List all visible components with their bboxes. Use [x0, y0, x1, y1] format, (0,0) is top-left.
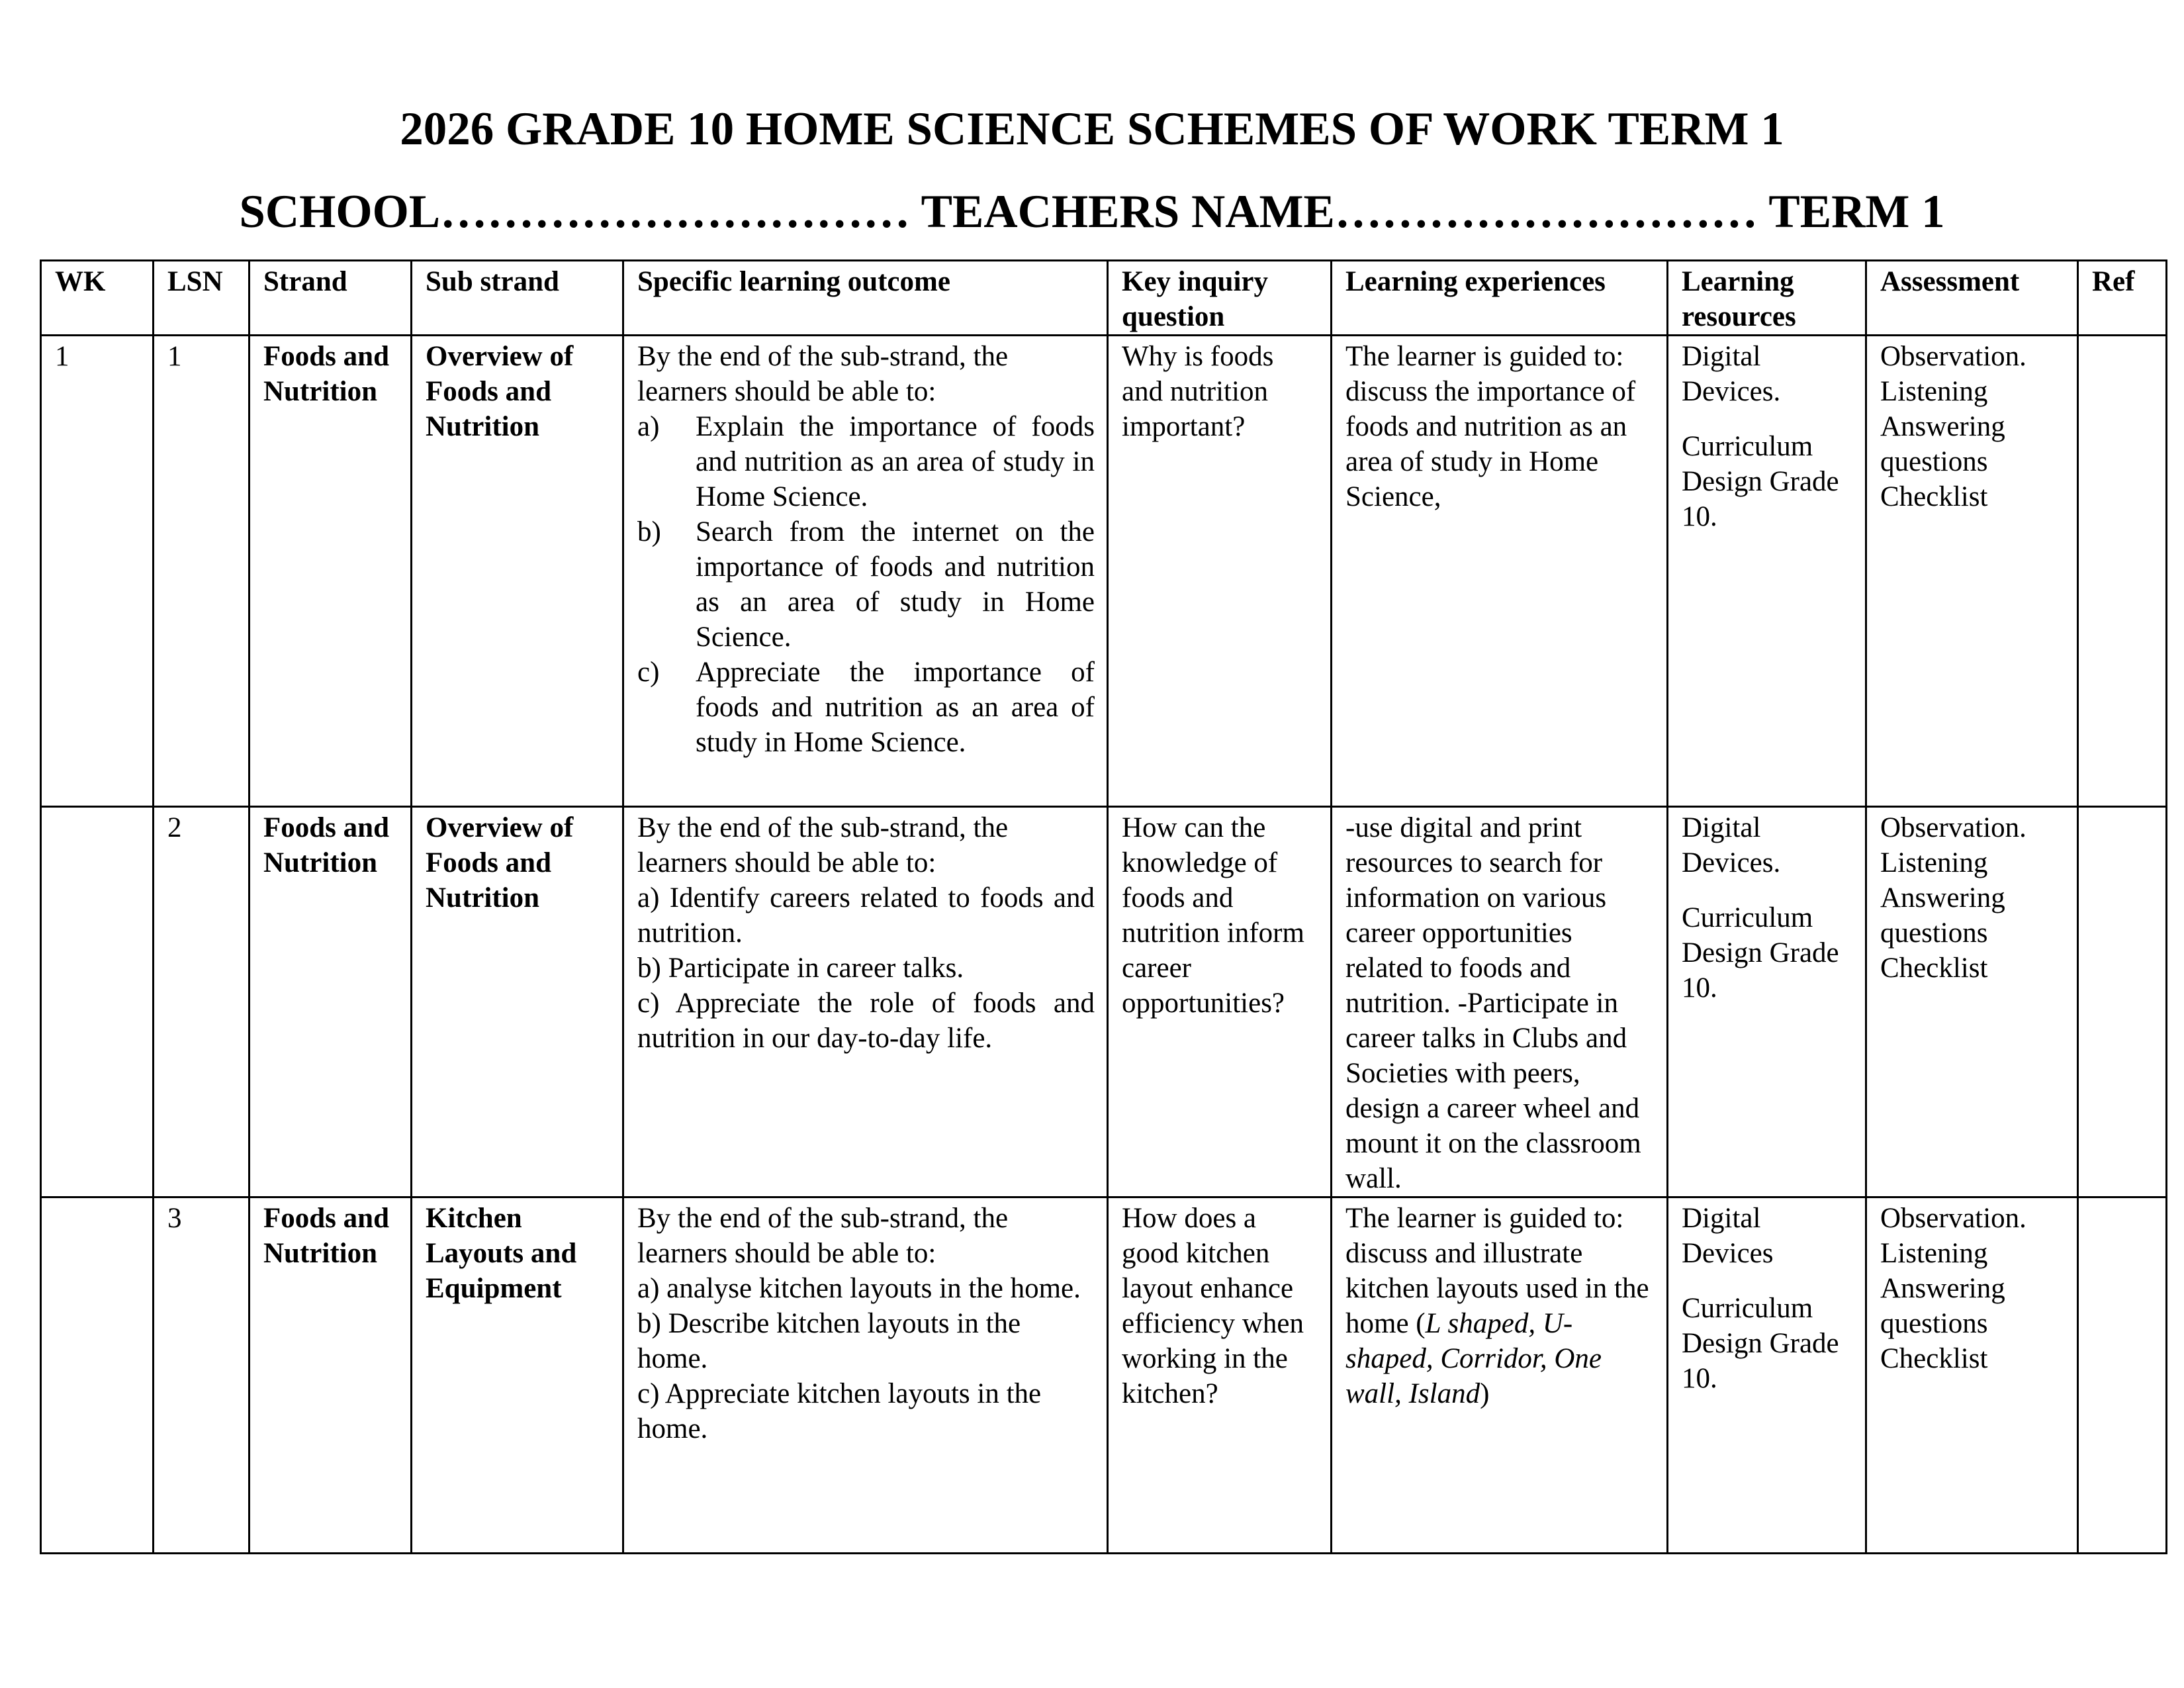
cell-ref — [2078, 807, 2167, 1197]
list-item: b) Participate in career talks. — [637, 953, 964, 984]
cell-strand: Foods and Nutrition — [250, 336, 412, 807]
header-wk: WK — [41, 261, 154, 336]
cell-resources: Digital Devices Curriculum Design Grade 10. — [1668, 1197, 1866, 1554]
cell-wk — [41, 807, 154, 1197]
list-item: a) Explain the importance of foods and nutrition as an area of study in Home Science. — [637, 411, 1095, 512]
cell-ref — [2078, 336, 2167, 807]
table-header-row — [41, 261, 2167, 336]
cell-outcome — [623, 336, 1108, 807]
cell-resources: Digital Devices. Curriculum Design Grade 10. — [1668, 336, 1866, 807]
header-outcome: Specific learning outcome — [623, 261, 1108, 336]
cell-lsn: 3 — [154, 1197, 250, 1554]
cell-sub-strand: Kitchen Layouts and Equipment — [412, 1197, 623, 1554]
list-item: c) Appreciate the role of foods and nutrition in our day-to-day life. — [637, 988, 1095, 1054]
cell-assessment: Observation. Listening Answering questions Checklist — [1866, 1197, 2078, 1554]
header-ref: Ref — [2078, 261, 2167, 336]
list-item: b) Describe kitchen layouts in the home. — [637, 1308, 1021, 1374]
cell-assessment: Observation. Listening Answering questions Checklist — [1866, 336, 2078, 807]
cell-resources: Digital Devices. Curriculum Design Grade 10. — [1668, 807, 1866, 1197]
header-lsn: LSN — [154, 261, 250, 336]
cell-outcome — [623, 1197, 1108, 1554]
table-row — [41, 1197, 2167, 1554]
cell-inquiry: Why is foods and nutrition important? — [1108, 336, 1332, 807]
header-strand: Strand — [250, 261, 412, 336]
cell-wk: 1 — [41, 336, 154, 807]
outcome-intro: By the end of the sub-strand, the learners should be able to: — [637, 1203, 1009, 1269]
cell-outcome — [623, 807, 1108, 1197]
outcome-intro: By the end of the sub-strand, the learners should be able to: — [637, 812, 1009, 878]
list-item: b) Search from the internet on the importance of foods and nutrition as an area of study in Home Science. — [637, 516, 1095, 653]
cell-strand: Foods and Nutrition — [250, 1197, 412, 1554]
cell-inquiry: How can the knowledge of foods and nutrition inform career opportunities? — [1108, 807, 1332, 1197]
cell-sub-strand: Overview of Foods and Nutrition — [412, 807, 623, 1197]
cell-sub-strand: Overview of Foods and Nutrition — [412, 336, 623, 807]
list-item: a) analyse kitchen layouts in the home. — [637, 1273, 1081, 1304]
list-item: a) Identify careers related to foods and nutrition. — [637, 882, 1095, 949]
cell-ref — [2078, 1197, 2167, 1554]
header-experiences: Learning experiences — [1332, 261, 1668, 336]
page-subtitle: SCHOOL………………………… TEACHERS NAME……………………… TERM 1 — [239, 186, 1945, 238]
header-assessment: Assessment — [1866, 261, 2078, 336]
header-sub-strand: Sub strand — [412, 261, 623, 336]
table-row — [41, 807, 2167, 1197]
list-item: c) Appreciate kitchen layouts in the home. — [637, 1378, 1042, 1444]
cell-assessment: Observation. Listening Answering questions Checklist — [1866, 807, 2078, 1197]
outcome-intro: By the end of the sub-strand, the learners should be able to: — [637, 341, 1009, 407]
cell-lsn: 1 — [154, 336, 250, 807]
cell-inquiry: How does a good kitchen layout enhance efficiency when working in the kitchen? — [1108, 1197, 1332, 1554]
list-item: c) Appreciate the importance of foods and nutrition as an area of study in Home Science. — [637, 657, 1095, 758]
cell-experiences: The learner is guided to: discuss the importance of foods and nutrition as an area of study in Home Science, — [1332, 336, 1668, 807]
cell-experiences: -use digital and print resources to search for information on various career opportunities related to foods and nutrition. -Participate in career talks in Clubs and Societies with peers, design a career wheel and mount it on the classroom wall. — [1332, 807, 1668, 1197]
header-resources: Learning resources — [1668, 261, 1866, 336]
schemes-of-work-table — [40, 259, 2167, 1554]
header-inquiry: Key inquiry question — [1108, 261, 1332, 336]
cell-strand: Foods and Nutrition — [250, 807, 412, 1197]
cell-lsn: 2 — [154, 807, 250, 1197]
cell-experiences: The learner is guided to: discuss and illustrate kitchen layouts used in the home (L shaped, U-shaped, Corridor, One wall, Island) — [1332, 1197, 1668, 1554]
cell-wk — [41, 1197, 154, 1554]
page-title: 2026 GRADE 10 HOME SCIENCE SCHEMES OF WORK TERM 1 — [400, 103, 1784, 155]
table-row — [41, 336, 2167, 807]
